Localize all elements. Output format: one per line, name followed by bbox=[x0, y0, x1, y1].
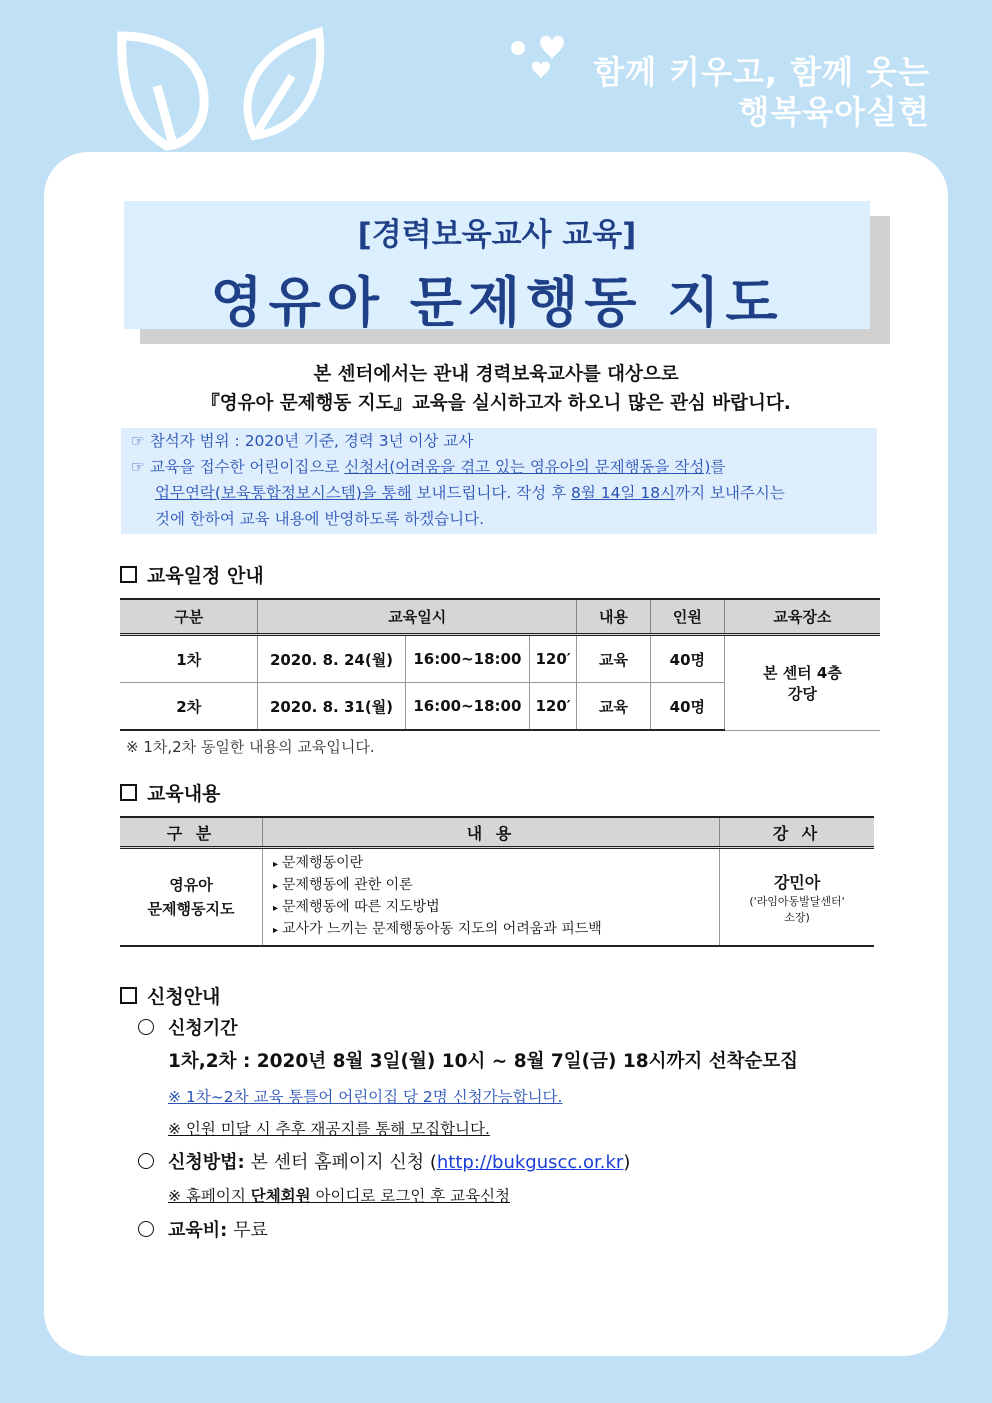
leaf-left-icon bbox=[112, 26, 222, 156]
col-content: 내 용 bbox=[263, 817, 720, 848]
apply-fee bbox=[138, 1216, 268, 1242]
lecturer-org1: ('라임아동발달센터' bbox=[749, 894, 845, 908]
leaf-right-icon bbox=[234, 24, 329, 149]
list-item: ▸ 문제행동에 따른 지도방법 bbox=[273, 897, 718, 919]
table-row bbox=[120, 848, 874, 947]
checkbox-square-icon bbox=[120, 784, 137, 801]
col-people: 인원 bbox=[650, 599, 724, 635]
cell-duration: 120′ bbox=[530, 683, 577, 731]
apply-heading bbox=[120, 982, 220, 1009]
list-item: ▸ 교사가 느끼는 문제행동아동 지도의 어려움과 피드백 bbox=[273, 919, 718, 941]
cell-content: 교육 bbox=[577, 635, 651, 683]
apply-heading-text: 신청안내 bbox=[147, 986, 221, 1008]
method-label: 신청방법: bbox=[168, 1152, 245, 1173]
notice-l3c: 8월 14일 18시 bbox=[571, 484, 676, 502]
method-text: 본 센터 홈페이지 신청 ( bbox=[244, 1152, 437, 1173]
col-lecturer: 강 사 bbox=[720, 817, 875, 848]
cat-line2: 문제행동지도 bbox=[147, 900, 235, 918]
notice-box bbox=[121, 428, 877, 534]
slogan-line1: 함께 키우고, 함께 웃는 bbox=[593, 53, 930, 91]
notice-l3b: 보내드립니다. 작성 후 bbox=[411, 484, 571, 502]
fee-text: 무료 bbox=[227, 1220, 268, 1241]
apply-period-label bbox=[138, 1014, 238, 1040]
lecturer-org2: 소장) bbox=[784, 910, 810, 924]
hearts-icon bbox=[510, 30, 570, 80]
homepage-link[interactable]: http://bukguscc.or.kr bbox=[436, 1152, 624, 1173]
notice-l2a: ☞ 교육을 접수한 어린이집으로 bbox=[131, 458, 345, 476]
notice-line1: ☞ 참석자 범위 : 2020년 기준, 경력 3년 이상 교사 bbox=[131, 432, 474, 450]
cell-cat: 1차 bbox=[120, 635, 258, 683]
cell-cat: 2차 bbox=[120, 683, 258, 731]
period-label: 신청기간 bbox=[168, 1018, 238, 1039]
list-item: ▸ 문제행동이란 bbox=[273, 853, 718, 875]
table-header-row bbox=[120, 599, 880, 635]
apply-period-text: 1차,2차 : 2020년 8월 3일(월) 10시 ~ 8월 7일(금) 18시까지 선착순모집 bbox=[168, 1051, 799, 1072]
cell-items bbox=[263, 848, 720, 947]
content-heading-text: 교육내용 bbox=[147, 783, 221, 805]
apply-note1: ※ 1차~2차 교육 통틀어 어린이집 당 2명 신청가능합니다. bbox=[168, 1088, 563, 1106]
schedule-heading-text: 교육일정 안내 bbox=[147, 565, 264, 587]
lecturer-name: 강민아 bbox=[773, 872, 821, 892]
intro-line1: 본 센터에서는 관내 경력보육교사를 대상으로 bbox=[313, 364, 679, 385]
col-content: 내용 bbox=[577, 599, 651, 635]
col-datetime: 교육일시 bbox=[258, 599, 577, 635]
checkbox-square-icon bbox=[120, 566, 137, 583]
apply-method bbox=[138, 1148, 630, 1174]
schedule-table bbox=[120, 598, 880, 731]
notice-line3 bbox=[155, 480, 785, 506]
circle-bullet-icon bbox=[138, 1019, 154, 1035]
cell-cat bbox=[120, 848, 263, 947]
cell-date: 2020. 8. 31(월) bbox=[258, 683, 405, 731]
cell-place bbox=[724, 635, 880, 731]
cell-people: 40명 bbox=[650, 635, 724, 683]
col-cat: 구 분 bbox=[120, 817, 263, 848]
place-line2: 강당 bbox=[787, 684, 817, 703]
table-row bbox=[120, 635, 880, 683]
notice-l2b: 신청서(어려움을 겪고 있는 영유아의 문제행동을 작성) bbox=[344, 458, 711, 476]
cell-date: 2020. 8. 24(월) bbox=[258, 635, 405, 683]
content-heading bbox=[120, 779, 220, 806]
notice-l3a: 업무연락(보육통합정보시스템)을 통해 bbox=[155, 484, 412, 502]
cell-time: 16:00~18:00 bbox=[405, 635, 530, 683]
circle-bullet-icon bbox=[138, 1221, 154, 1237]
place-line1: 본 센터 4층 bbox=[762, 663, 842, 682]
notice-l3d: 까지 보내주시는 bbox=[675, 484, 785, 502]
method-end: ) bbox=[623, 1152, 631, 1173]
list-item: ▸ 문제행동에 관한 이론 bbox=[273, 875, 718, 897]
intro-line2: 『영유아 문제행동 지도』교육을 실시하고자 하오니 많은 관심 바랍니다. bbox=[201, 393, 791, 414]
notice-line4: 것에 한하여 교육 내용에 반영하도록 하겠습니다. bbox=[155, 510, 485, 528]
note3c: 아이디로 로그인 후 교육신청 bbox=[310, 1187, 511, 1205]
cell-time: 16:00~18:00 bbox=[405, 683, 530, 731]
note3a: ※ 홈페이지 bbox=[168, 1187, 251, 1205]
fee-label: 교육비: bbox=[168, 1220, 228, 1241]
title-box bbox=[124, 201, 870, 334]
circle-bullet-icon bbox=[138, 1153, 154, 1169]
table-header-row bbox=[120, 817, 874, 848]
page-title: 영유아 문제행동 지도 bbox=[210, 271, 784, 334]
schedule-note: ※ 1차,2차 동일한 내용의 교육입니다. bbox=[126, 738, 375, 756]
content-table bbox=[120, 816, 874, 947]
slogan bbox=[593, 52, 930, 132]
intro-text bbox=[44, 360, 948, 418]
title-sub: [경력보육교사 교육] bbox=[357, 217, 637, 253]
schedule-heading bbox=[120, 561, 264, 588]
col-cat: 구분 bbox=[120, 599, 258, 635]
slogan-line2: 행복육아실현 bbox=[738, 93, 930, 131]
apply-note3 bbox=[168, 1184, 510, 1206]
col-place: 교육장소 bbox=[724, 599, 880, 635]
cat-line1: 영유아 bbox=[169, 876, 213, 894]
notice-l2c: 를 bbox=[710, 458, 726, 476]
cell-content: 교육 bbox=[577, 683, 651, 731]
checkbox-square-icon bbox=[120, 987, 137, 1004]
notice-line2 bbox=[131, 454, 725, 480]
cell-people: 40명 bbox=[650, 683, 724, 731]
apply-note2: ※ 인원 미달 시 추후 재공지를 통해 모집합니다. bbox=[168, 1120, 490, 1138]
cell-lecturer bbox=[720, 848, 875, 947]
note3b: 단체회원 bbox=[250, 1187, 311, 1205]
cell-duration: 120′ bbox=[530, 635, 577, 683]
